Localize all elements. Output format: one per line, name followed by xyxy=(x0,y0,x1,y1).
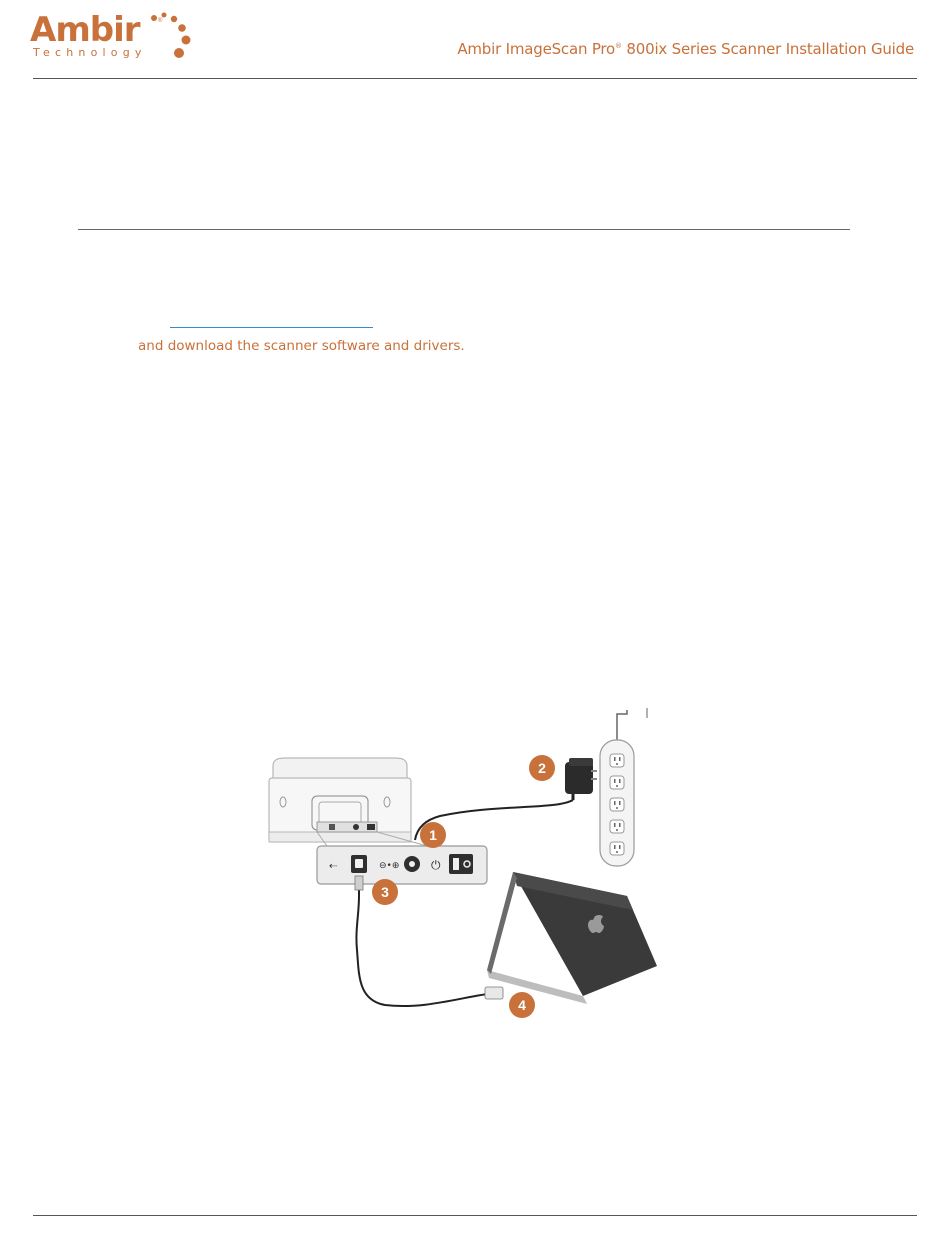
power-strip-icon xyxy=(600,708,647,866)
logo-brand: Ambir xyxy=(30,10,140,50)
footer-divider xyxy=(33,1215,917,1216)
guide-title xyxy=(457,40,914,58)
guide-title-prefix: Ambir ImageScan Pro xyxy=(457,40,616,58)
laptop-icon xyxy=(487,872,657,1004)
callout-4 xyxy=(509,992,535,1018)
guide-title-suffix: 800ix Series Scanner Installation Guide xyxy=(621,40,914,58)
callout-3 xyxy=(372,879,398,905)
callout-4-number: 4 xyxy=(518,997,526,1013)
callout-2 xyxy=(529,755,555,781)
download-link-underline[interactable] xyxy=(170,327,373,328)
power-symbol-icon: ⏻ xyxy=(431,858,441,872)
dc-symbol-icon: ⊖•⊕ xyxy=(379,861,400,871)
usb-symbol-icon: ⇠ xyxy=(329,861,338,872)
callout-1 xyxy=(420,822,446,848)
logo-registered-mark: ® xyxy=(158,18,163,24)
section-divider xyxy=(78,229,850,230)
step-instruction-text: and download the scanner software and drivers. xyxy=(138,338,465,354)
logo-dots-icon xyxy=(146,12,196,62)
logo-tagline: Technology xyxy=(33,46,147,59)
callout-3-number: 3 xyxy=(381,884,389,900)
header-divider xyxy=(33,78,917,79)
usb-a-connector-icon xyxy=(485,987,503,999)
ambir-logo xyxy=(30,12,200,62)
page-header xyxy=(0,0,950,80)
callout-1-number: 1 xyxy=(429,827,437,843)
power-adapter-icon xyxy=(565,758,597,800)
usb-b-connector-icon xyxy=(355,876,363,890)
guide-title-reg: ® xyxy=(615,42,622,50)
port-panel xyxy=(317,846,487,884)
callout-2-number: 2 xyxy=(538,760,546,776)
scanner-icon xyxy=(269,758,411,842)
connection-diagram xyxy=(255,700,675,1030)
